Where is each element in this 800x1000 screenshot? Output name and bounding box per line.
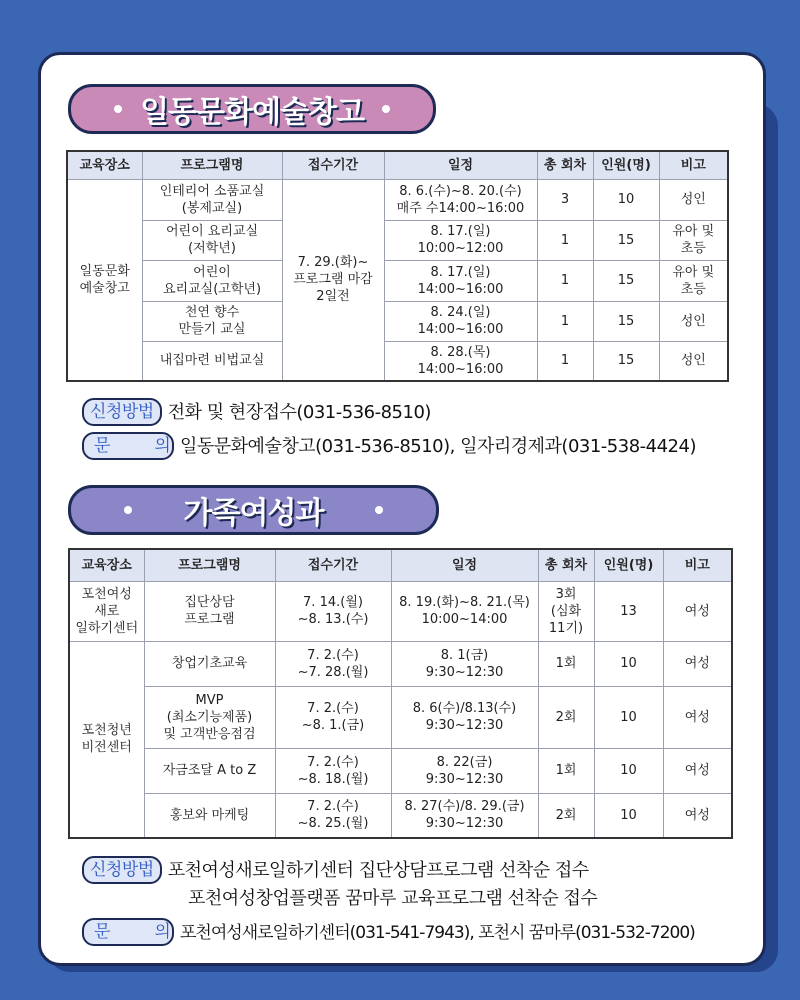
note-cell: 여성: [663, 793, 732, 838]
header-cell: 교육장소: [67, 151, 142, 179]
people-cell: 10: [594, 686, 663, 748]
header-cell: 일정: [384, 151, 537, 179]
table-row: [67, 341, 728, 381]
sessions-cell: 1회: [538, 748, 594, 793]
header-cell: 교육장소: [69, 549, 144, 581]
inquiry-label: 문의: [82, 918, 174, 946]
apply-method-text-line2: 포천여성창업플랫폼 꿈마루 교육프로그램 선착순 접수: [188, 888, 598, 909]
note-cell: 성인: [659, 179, 728, 220]
schedule-cell: 8. 1(금) 9:30~12:30: [391, 641, 538, 686]
table-row: [69, 641, 732, 686]
note-cell: 여성: [663, 748, 732, 793]
section2-inquiry-row: [82, 918, 695, 946]
table-row: [67, 260, 728, 301]
header-cell: 프로그램명: [144, 549, 275, 581]
program-cell: 인테리어 소품교실 (봉제교실): [142, 179, 282, 220]
section2-title-pill: [68, 485, 439, 535]
apply-method-label: 신청방법: [82, 398, 162, 426]
people-cell: 15: [593, 220, 659, 260]
sessions-cell: 1: [537, 301, 593, 341]
schedule-cell: 8. 6.(수)~8. 20.(수) 매주 수14:00~16:00: [384, 179, 537, 220]
note-cell: 유아 및 초등: [659, 260, 728, 301]
header-cell: 총 회차: [537, 151, 593, 179]
period-cell: 7. 29.(화)~ 프로그램 마감 2일전: [282, 179, 384, 381]
schedule-cell: 8. 19.(화)~8. 21.(목) 10:00~14:00: [391, 581, 538, 641]
apply-method-label: 신청방법: [82, 856, 162, 884]
place-cell: 포천청년 비전센터: [69, 641, 144, 838]
table-row: [69, 686, 732, 748]
schedule-cell: 8. 22(금) 9:30~12:30: [391, 748, 538, 793]
section1-title-pill: [68, 84, 436, 134]
inquiry-text: 포천여성새로일하기센터(031-541-7943), 포천시 꿈마루(031-532-7200): [180, 923, 695, 943]
section1-apply-row: [82, 398, 431, 426]
apply-method-text: 전화 및 현장접수(031-536-8510): [167, 402, 431, 423]
place-cell: 일동문화 예술창고: [67, 179, 142, 381]
people-cell: 15: [593, 341, 659, 381]
sessions-cell: 3: [537, 179, 593, 220]
sessions-cell: 1: [537, 341, 593, 381]
note-cell: 성인: [659, 301, 728, 341]
people-cell: 10: [593, 179, 659, 220]
people-cell: 10: [594, 748, 663, 793]
period-cell: 7. 2.(수) ~8. 18.(월): [275, 748, 391, 793]
schedule-cell: 8. 24.(일) 14:00~16:00: [384, 301, 537, 341]
people-cell: 10: [594, 641, 663, 686]
bullet-dot-icon: [375, 506, 383, 514]
sessions-cell: 3회 (심화 11기): [538, 581, 594, 641]
bullet-dot-icon: [114, 105, 122, 113]
header-cell: 총 회차: [538, 549, 594, 581]
schedule-cell: 8. 17.(일) 14:00~16:00: [384, 260, 537, 301]
header-cell: 비고: [659, 151, 728, 179]
program-cell: 집단상담 프로그램: [144, 581, 275, 641]
table-row: [69, 581, 732, 641]
table-row: [67, 220, 728, 260]
period-cell: 7. 2.(수) ~7. 28.(월): [275, 641, 391, 686]
header-cell: 일정: [391, 549, 538, 581]
table-row: [67, 301, 728, 341]
inquiry-label: 문의: [82, 432, 174, 460]
schedule-cell: 8. 28.(목) 14:00~16:00: [384, 341, 537, 381]
people-cell: 13: [594, 581, 663, 641]
section2-apply-row: [82, 856, 589, 884]
section1-table: [66, 150, 729, 382]
section2-table: [68, 548, 733, 839]
header-cell: 인원(명): [593, 151, 659, 179]
note-cell: 여성: [663, 686, 732, 748]
schedule-cell: 8. 17.(일) 10:00~12:00: [384, 220, 537, 260]
sessions-cell: 1: [537, 220, 593, 260]
header-cell: 접수기간: [282, 151, 384, 179]
sessions-cell: 2회: [538, 793, 594, 838]
people-cell: 10: [594, 793, 663, 838]
place-cell: 포천여성 새로 일하기센터: [69, 581, 144, 641]
program-cell: 내집마련 비법교실: [142, 341, 282, 381]
bullet-dot-icon: [382, 105, 390, 113]
table-row: [69, 793, 732, 838]
people-cell: 15: [593, 260, 659, 301]
period-cell: 7. 2.(수) ~8. 1.(금): [275, 686, 391, 748]
program-cell: 어린이 요리교실 (저학년): [142, 220, 282, 260]
table-header-row: [67, 151, 728, 179]
sessions-cell: 1회: [538, 641, 594, 686]
header-cell: 인원(명): [594, 549, 663, 581]
note-cell: 유아 및 초등: [659, 220, 728, 260]
section1-title: 일동문화예술창고: [140, 95, 364, 130]
note-cell: 성인: [659, 341, 728, 381]
apply-method-text: 포천여성새로일하기센터 집단상담프로그램 선착순 접수: [167, 860, 589, 881]
bullet-dot-icon: [124, 506, 132, 514]
program-cell: 창업기초교육: [144, 641, 275, 686]
program-cell: 어린이 요리교실(고학년): [142, 260, 282, 301]
header-cell: 비고: [663, 549, 732, 581]
sessions-cell: 1: [537, 260, 593, 301]
section1-inquiry-row: [82, 432, 696, 460]
header-cell: 프로그램명: [142, 151, 282, 179]
sessions-cell: 2회: [538, 686, 594, 748]
period-cell: 7. 14.(월) ~8. 13.(수): [275, 581, 391, 641]
program-cell: 천연 향수 만들기 교실: [142, 301, 282, 341]
schedule-cell: 8. 6(수)/8.13(수) 9:30~12:30: [391, 686, 538, 748]
program-cell: 홍보와 마케팅: [144, 793, 275, 838]
period-cell: 7. 2.(수) ~8. 25.(월): [275, 793, 391, 838]
table-row: [67, 179, 728, 220]
people-cell: 15: [593, 301, 659, 341]
section2-title: 가족여성과: [183, 496, 324, 531]
table-row: [69, 748, 732, 793]
program-cell: MVP (최소기능제품) 및 고객반응점검: [144, 686, 275, 748]
note-cell: 여성: [663, 641, 732, 686]
table-header-row: [69, 549, 732, 581]
program-cell: 자금조달 A to Z: [144, 748, 275, 793]
inquiry-text: 일동문화예술창고(031-536-8510), 일자리경제과(031-538-4424): [180, 436, 696, 457]
schedule-cell: 8. 27(수)/8. 29.(금) 9:30~12:30: [391, 793, 538, 838]
note-cell: 여성: [663, 581, 732, 641]
header-cell: 접수기간: [275, 549, 391, 581]
